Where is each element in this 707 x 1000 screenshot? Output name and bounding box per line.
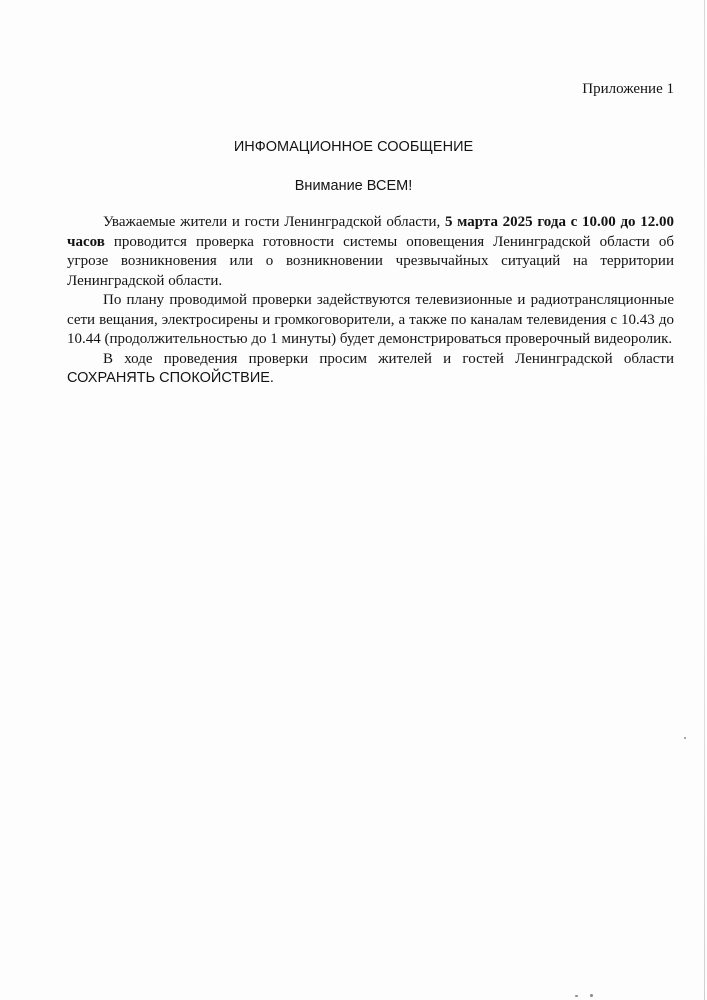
paragraph-1 xyxy=(67,213,674,291)
paragraph-1-rest: проводится проверка готовности системы оповещения Ленинградской области об угрозе возникновения или о возникновении чрезвычайных ситуаций на территории Ленинградской области. xyxy=(67,233,674,289)
scan-speck xyxy=(575,995,578,997)
document-title: ИНФОМАЦИОННОЕ СООБЩЕНИЕ xyxy=(233,139,474,155)
paragraph-3-text: В ходе проведения проверки просим жителей и гостей Ленинградской области xyxy=(103,350,674,367)
scan-speck xyxy=(590,994,593,997)
paragraph-1-intro: Уважаемые жители и гости Ленинградской области, xyxy=(103,214,445,230)
document-body xyxy=(67,213,674,389)
appendix-label: Приложение 1 xyxy=(582,81,674,97)
document-subtitle: Внимание ВСЕМ! xyxy=(294,178,413,194)
paragraph-3 xyxy=(67,350,674,389)
paragraph-1-date-time: 5 марта 2025 года с 10.00 до 12.00 часов xyxy=(67,214,674,250)
paragraph-2: По плану проводимой проверки задействуются телевизионные и радиотрансляционные сети вещания, электросирены и громкоговорители, а также по каналам телевидения с 10.43 до 10.44 (продолжительностью до 1 минуты) будет демонстрироваться проверочный видеоролик. xyxy=(67,292,674,347)
scan-speck xyxy=(684,737,686,739)
paragraph-3-caps: СОХРАНЯТЬ СПОКОЙСТВИЕ. xyxy=(67,370,274,386)
